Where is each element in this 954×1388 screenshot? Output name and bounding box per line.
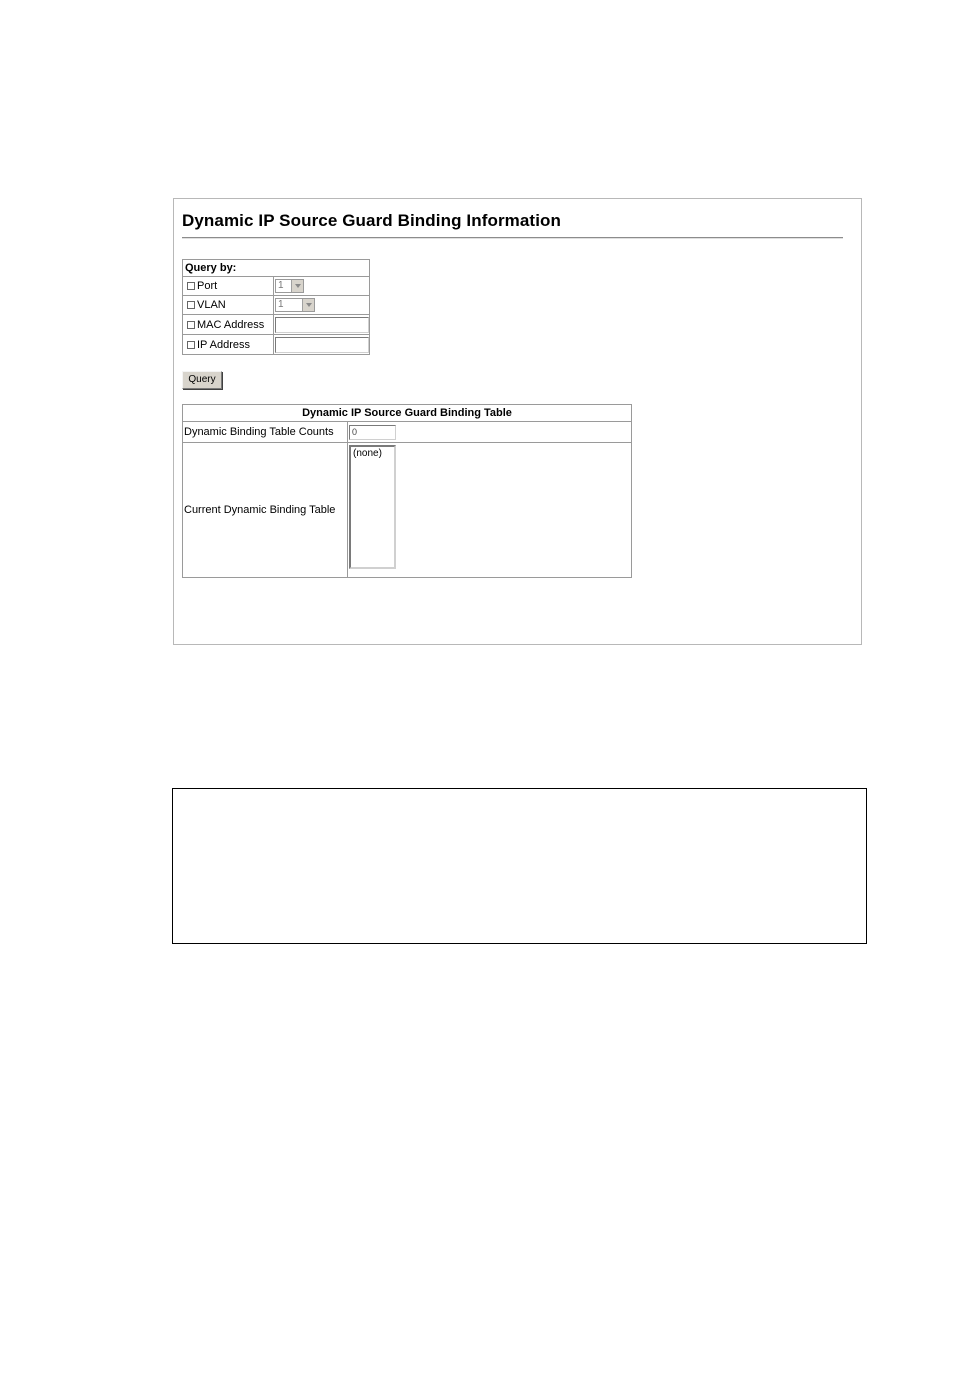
query-vlan-cell: [183, 296, 274, 315]
ip-address-input-cell: [274, 335, 370, 355]
vlan-select[interactable]: [275, 298, 315, 312]
chevron-down-icon[interactable]: [302, 299, 314, 311]
port-select-cell: [274, 277, 370, 296]
list-item[interactable]: (none): [353, 448, 382, 459]
query-by-header: Query by:: [183, 260, 370, 277]
ip-address-label: IP Address: [197, 338, 250, 351]
mac-address-label: MAC Address: [197, 318, 265, 331]
current-binding-label: Current Dynamic Binding Table: [183, 443, 348, 578]
mac-address-checkbox[interactable]: [187, 321, 195, 329]
binding-table: [182, 404, 632, 578]
query-by-table: [182, 259, 370, 355]
vlan-select-value: 1: [278, 299, 284, 310]
port-select-value: 1: [278, 280, 284, 291]
ip-address-checkbox[interactable]: [187, 341, 195, 349]
ip-address-input[interactable]: [275, 337, 369, 353]
query-button[interactable]: Query: [182, 371, 222, 389]
port-label: Port: [197, 280, 218, 292]
vlan-checkbox[interactable]: [187, 301, 195, 309]
title-divider: [182, 237, 843, 239]
mac-address-input-cell: [274, 315, 370, 335]
mac-address-input[interactable]: [275, 317, 369, 333]
binding-table-header: Dynamic IP Source Guard Binding Table: [183, 405, 632, 422]
note-box: [172, 788, 867, 944]
vlan-label: VLAN: [197, 299, 226, 311]
vlan-select-cell: [274, 296, 370, 315]
current-binding-listbox[interactable]: [349, 445, 396, 569]
current-binding-cell: [348, 443, 632, 578]
screenshot-frame: [173, 198, 862, 645]
binding-count-field: 0: [349, 425, 396, 440]
query-mac-cell: [183, 315, 274, 335]
port-select[interactable]: [275, 279, 304, 293]
query-ip-cell: [183, 335, 274, 355]
binding-count-cell: [348, 422, 632, 443]
port-checkbox[interactable]: [187, 282, 195, 290]
binding-count-label: Dynamic Binding Table Counts: [183, 422, 348, 443]
chevron-down-icon[interactable]: [291, 280, 303, 292]
page-title: Dynamic IP Source Guard Binding Information: [182, 211, 561, 230]
query-port-cell: [183, 277, 274, 296]
